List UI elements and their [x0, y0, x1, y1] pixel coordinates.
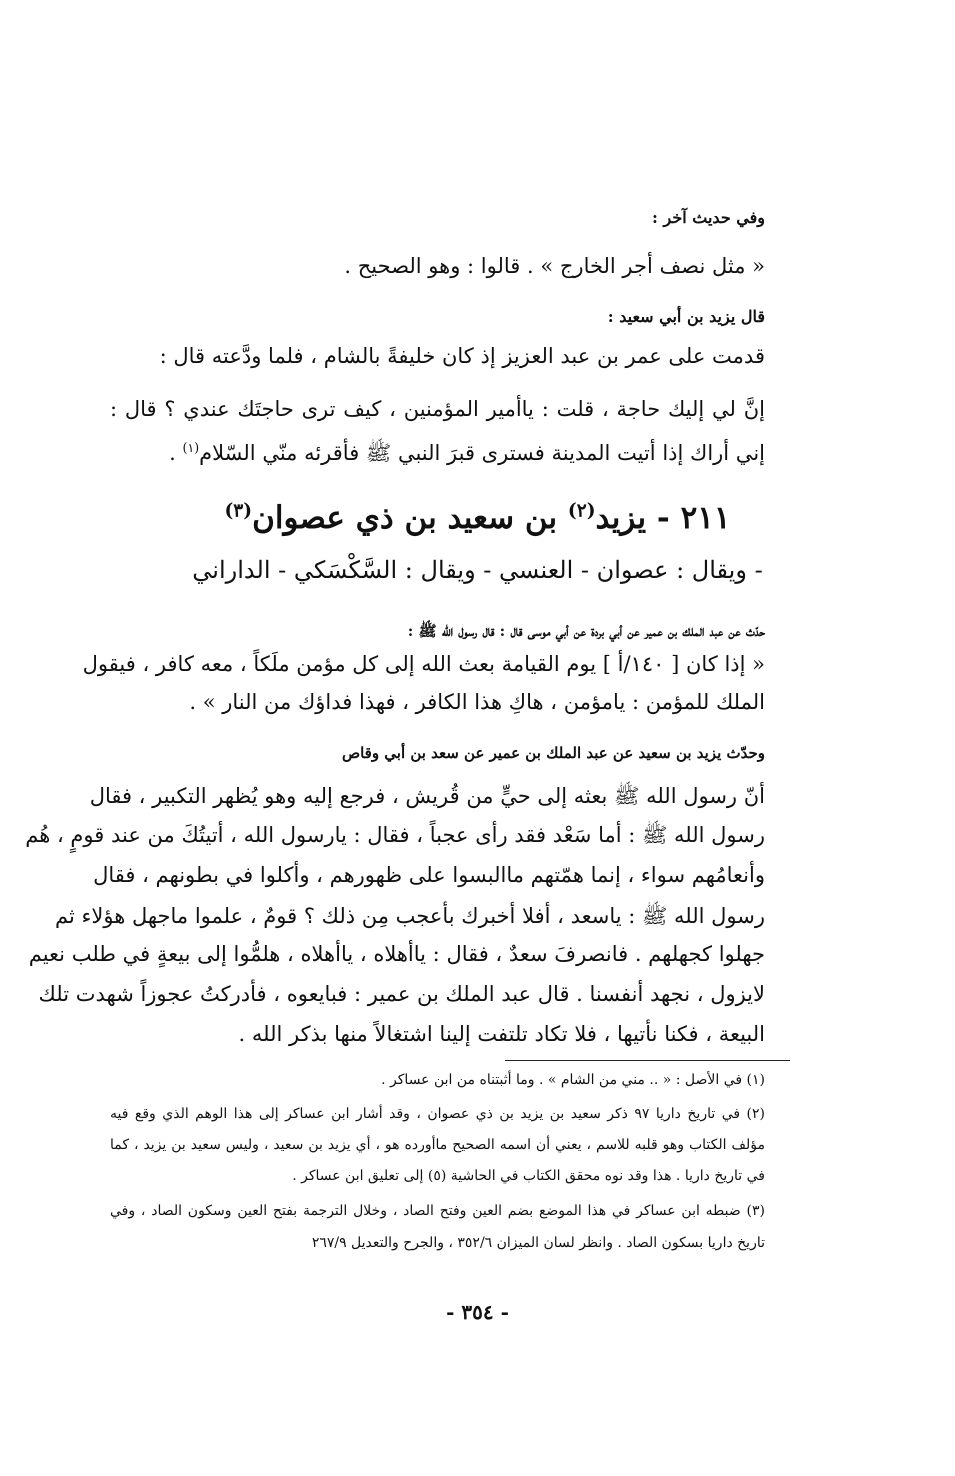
text-segment: .	[169, 441, 183, 465]
entry-number-name: ٢١١ - يزيد	[595, 500, 731, 536]
footnote-ref: (٣)	[224, 500, 253, 522]
isnad-line: حدّث عن عبد الملك بن عمير عن أبي بردة عن أبي موسى قال : قال رسول الله ﷺ :	[407, 622, 765, 640]
text-line: أنّ رسول الله ﷺ بعثه إلى حيٍّ من قُريش ، فرجع إليه وهو يُظهر التكبير ، فقال	[89, 784, 765, 808]
text-line: لايزول ، نجهد أنفسنا . قال عبد الملك بن عمير : فبايعوه ، فأدركتُ عجوزاً شهدت تلك	[38, 982, 765, 1006]
intro-line: وفي حديث آخر :	[652, 208, 765, 227]
footnote-ref: (١)	[182, 440, 200, 455]
footnote-separator	[505, 1060, 790, 1061]
text-segment: إني أراك إذا أتيت المدينة فسترى قبرَ النبي ﷺ فأقرئه منّي السّلام	[199, 441, 765, 465]
text-line	[169, 440, 765, 471]
text-line: إنَّ لي إليك حاجة ، قلت : ياأمير المؤمنين ، كيف ترى حاجتَك عندي ؟ قال :	[110, 397, 765, 421]
quote-line: « مثل نصف أجر الخارج » . قالوا : وهو الصحيح .	[344, 254, 765, 278]
footnote: (٣) ضبطه ابن عساكر في هذا الموضع بضم العين وفتح الصاد ، وخلال الترجمة بفتح العين وسكون الصاد ، وفي	[110, 1203, 765, 1219]
footnote: (٢) في تاريخ داريا ٩٧ ذكر سعيد بن يزيد بن ذي عصوان ، وقد أشار ابن عساكر إلى هذا الوهم الذي وقع فيه	[110, 1106, 765, 1122]
text-line: رسول الله ﷺ : ياسعد ، أفلا أخبرك بأعجب مِن ذلك ؟ قومٌ ، علموا ماجهل هؤلاء ثم	[55, 904, 765, 928]
text-line: رسول الله ﷺ : أما سَعْد فقد رأى عجباً ، فقال : يارسول الله ، أتيتُكَ من عند قومٍ ، هُم	[25, 823, 765, 847]
footnote: (١) في الأصل : « .. مني من الشام » . وما أثبتناه من ابن عساكر .	[381, 1072, 765, 1088]
entry-aliases: - ويقال : عصوان - العنسي - ويقال : السَّكْسَكي - الداراني	[192, 556, 763, 584]
entry-heading	[0, 500, 955, 536]
text-line: « إذا كان [ ١٤٠/أ ] يوم القيامة بعث الله إلى كل مؤمن ملَكاً ، معه كافر ، فيقول	[82, 652, 765, 676]
entry-name: بن سعيد بن ذي عصوان	[252, 500, 568, 536]
text-line: البيعة ، فكنا نأتيها ، فلا تكاد تلتفت إلينا اشتغالاً منها بذكر الله .	[238, 1022, 765, 1046]
text-line: الملك للمؤمن : يامؤمن ، هاكِ هذا الكافر ، فهذا فداؤك من النار » .	[189, 690, 765, 714]
footnote: تاريخ داريا بسكون الصاد . وانظر لسان الميزان ٣٥٢/٦ ، والجرح والتعديل ٢٦٧/٩	[311, 1235, 765, 1251]
footnote: مؤلف الكتاب وهو قلبه للاسم ، يعني أن اسمه الصحيح ماأورده هو ، أي يزيد بن سعيد ، وليس سعيد بن يزيد ، كما	[110, 1137, 765, 1153]
page-number: - ٣٥٤ -	[446, 1300, 509, 1324]
text-line: وأنعامُهم سواء ، إنما همّتهم ماالبسوا على ظهورهم ، وأكلوا في بطونهم ، فقال	[93, 863, 765, 887]
text-line: قدمت على عمر بن عبد العزيز إذ كان خليفةً بالشام ، فلما ودَّعته قال :	[159, 344, 765, 368]
footnote: في تاريخ داريا . هذا وقد نوه محقق الكتاب في الحاشية (٥) إلى تعليق ابن عساكر .	[292, 1168, 765, 1184]
footnote-ref: (٢)	[567, 500, 596, 522]
isnad-line: وحدّث يزيد بن سعيد عن عبد الملك بن عمير عن سعد بن أبي وقاص	[341, 744, 765, 762]
text-line: جهلوا كجهلهم . فانصرفَ سعدٌ ، فقال : ياأهلاه ، ياأهلاه ، هلمُّوا إلى بيعةٍ في طلب نعيم	[28, 942, 765, 966]
intro-line: قال يزيد بن أبي سعيد :	[607, 307, 765, 326]
